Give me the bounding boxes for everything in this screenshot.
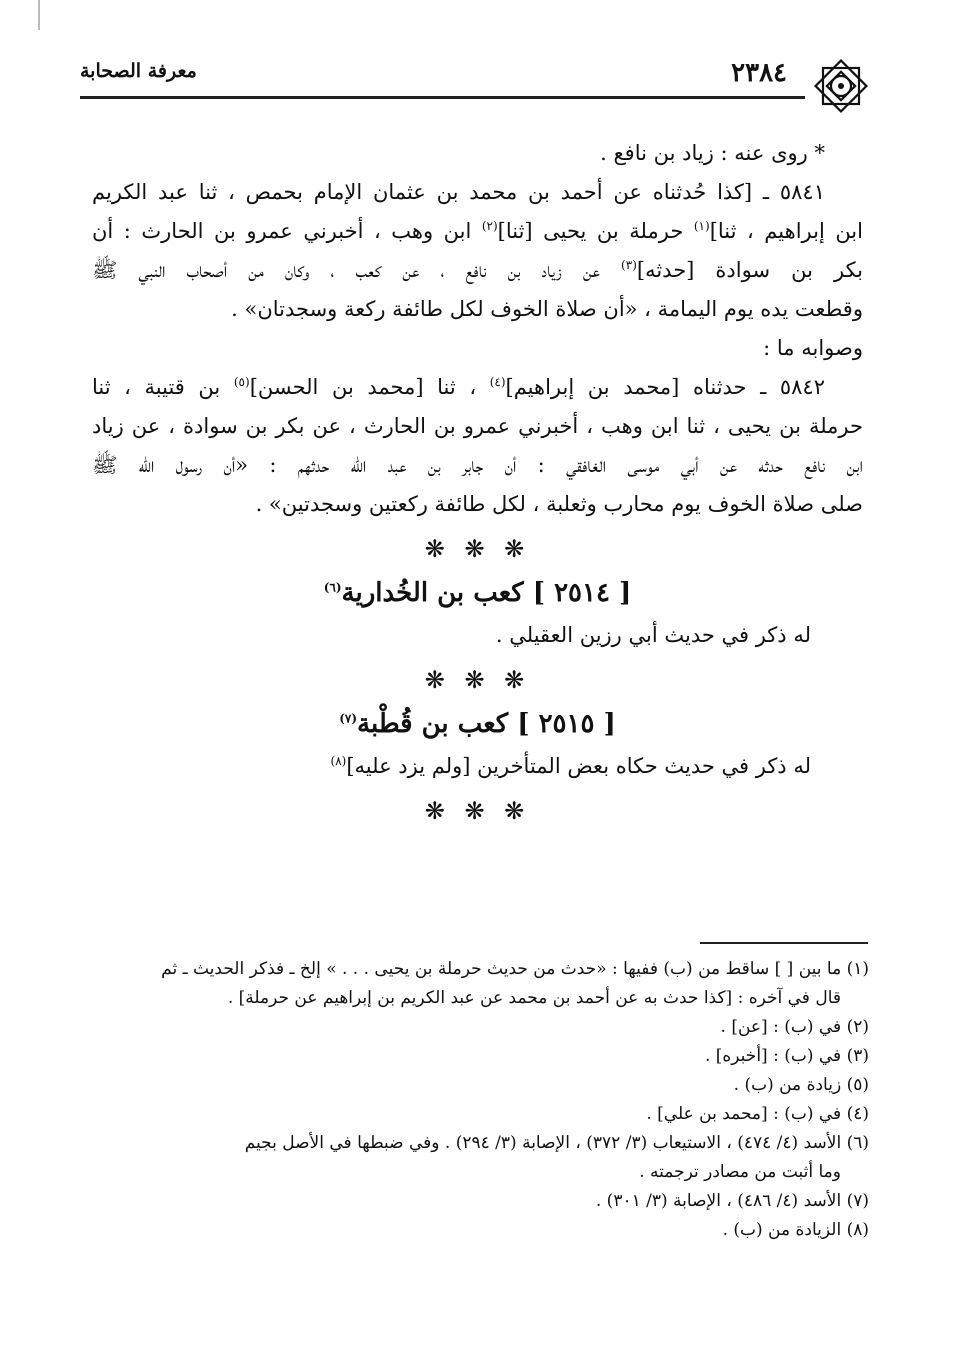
hadith-5841-line-1: ٥٨٤١ ـ [كذا حُدثناه عن أحمد بن محمد بن عثمان الإمام بحمص ، ثنا عبد الكريم — [92, 180, 825, 204]
hadith-5842-line-4: صلى صلاة الخوف يوم محارب وثعلبة ، لكل طائفة ركعتين وسجدتين» . — [255, 492, 863, 516]
footnote-2: (٢) في (ب) : [عن] . — [720, 1017, 869, 1037]
footnote-ref-4: (٤) — [489, 375, 506, 389]
footnote-ref-1: (١) — [693, 219, 710, 233]
page-number: ٢٣٨٤ — [731, 58, 787, 88]
footnote-ref-2: (٢) — [481, 219, 498, 233]
separator-stars: ❋ ❋ ❋ — [424, 535, 531, 563]
footnote-ref-8: (٨) — [330, 754, 347, 768]
entry-2514-title: [ ٢٥١٤ ] كعب بن الخُدارية$^{(٦)}$ — [323, 578, 632, 608]
entry-2515-note: له ذكر في حديث حكاه بعض المتأخرين [ولم يزد عليه]$^{(٨)}$ — [330, 754, 811, 778]
separator-stars: ❋ ❋ ❋ — [424, 666, 531, 694]
book-title: معرفة الصحابة — [80, 60, 197, 82]
hadith-5842-line-3: ابن نافع حدثه عن أبي موسى الغافقي : أن جابر بن عبد الله حدثهم : «أن رسول الله ﷺ — [92, 453, 863, 477]
footnote-rule — [700, 942, 868, 944]
correct-label: وصوابه ما : — [763, 336, 863, 360]
hadith-5842-line-2: حرملة بن يحيى ، ثنا ابن وهب ، أخبرني عمرو بن الحارث ، عن بكر بن سوادة ، عن زياد — [92, 414, 863, 438]
scan-edge-mark — [38, 0, 40, 30]
footnotes — [96, 955, 869, 1245]
footnote-4: (٤) في (ب) : [محمد بن علي] . — [646, 1104, 869, 1124]
footnote-ref-5: (٥) — [233, 375, 250, 389]
footnote-3: (٣) في (ب) : [أخبره] . — [704, 1046, 869, 1066]
footnote-ref-3: (٣) — [621, 258, 637, 272]
entry-2514-note: له ذكر في حديث أبي رزين العقيلي . — [495, 623, 811, 647]
hadith-5841-line-2: ابن إبراهيم ، ثنا]$^{(١)}$ حرملة بن يحيى [ثنا]$^{(٢)}$ ابن وهب ، أخبرني عمرو بن الحارث : أن — [92, 219, 863, 243]
hadith-5841-line-4: وقطعت يده يوم اليمامة ، «أن صلاة الخوف لكل طائفة ركعة وسجدتان» . — [231, 297, 863, 321]
footnote-5: (٥) زيادة من (ب) . — [733, 1075, 869, 1095]
entry-2515-title: [ ٢٥١٥ ] كعب بن قُطْبة$^{(٧)}$ — [339, 709, 616, 739]
footnote-ref-7: (٧) — [339, 711, 358, 726]
footnote-ref-6: (٦) — [323, 580, 342, 595]
footnote-6: (٦) الأسد (٤/ ٤٧٤) ، الاستيعاب (٣/ ٣٧٢) ، الإصابة (٣/ ٢٩٤) . وفي ضبطها في الأصل بجيم — [244, 1133, 869, 1153]
hadith-5842-line-1: ٥٨٤٢ ـ حدثناه [محمد بن إبراهيم]$^{(٤)}$ ، ثنا [محمد بن الحسن]$^{(٥)}$ بن قتيبة ، ثنا — [92, 375, 825, 399]
main-text — [92, 134, 863, 832]
footnote-8: (٨) الزيادة من (ب) . — [722, 1220, 869, 1240]
page-header — [80, 52, 865, 100]
separator-stars: ❋ ❋ ❋ — [424, 797, 531, 825]
header-rule — [80, 96, 805, 99]
footnote-1-continued: قال في آخره : [كذا حدث به عن أحمد بن محمد عن عبد الكريم بن إبراهيم عن حرملة] . — [227, 988, 841, 1008]
footnote-7: (٧) الأسد (٤/ ٤٨٦) ، الإصابة (٣/ ٣٠١) . — [595, 1191, 869, 1211]
ornament-icon — [809, 54, 873, 118]
hadith-5841-line-3: بكر بن سوادة [حدثه]$^{(٣)}$ عن زياد بن نافع ، عن كعب ، وكان من أصحاب النبي ﷺ — [92, 258, 864, 282]
narrator-line: * روى عنه : زياد بن نافع . — [600, 141, 825, 165]
footnote-1: (١) ما بين [ ] ساقط من (ب) ففيها : «حدث من حديث حرملة بن يحيى . . . » إلخ ـ فذكر الحديث ـ ثم — [161, 959, 869, 979]
footnote-6-continued: وما أثبت من مصادر ترجمته . — [639, 1162, 841, 1182]
